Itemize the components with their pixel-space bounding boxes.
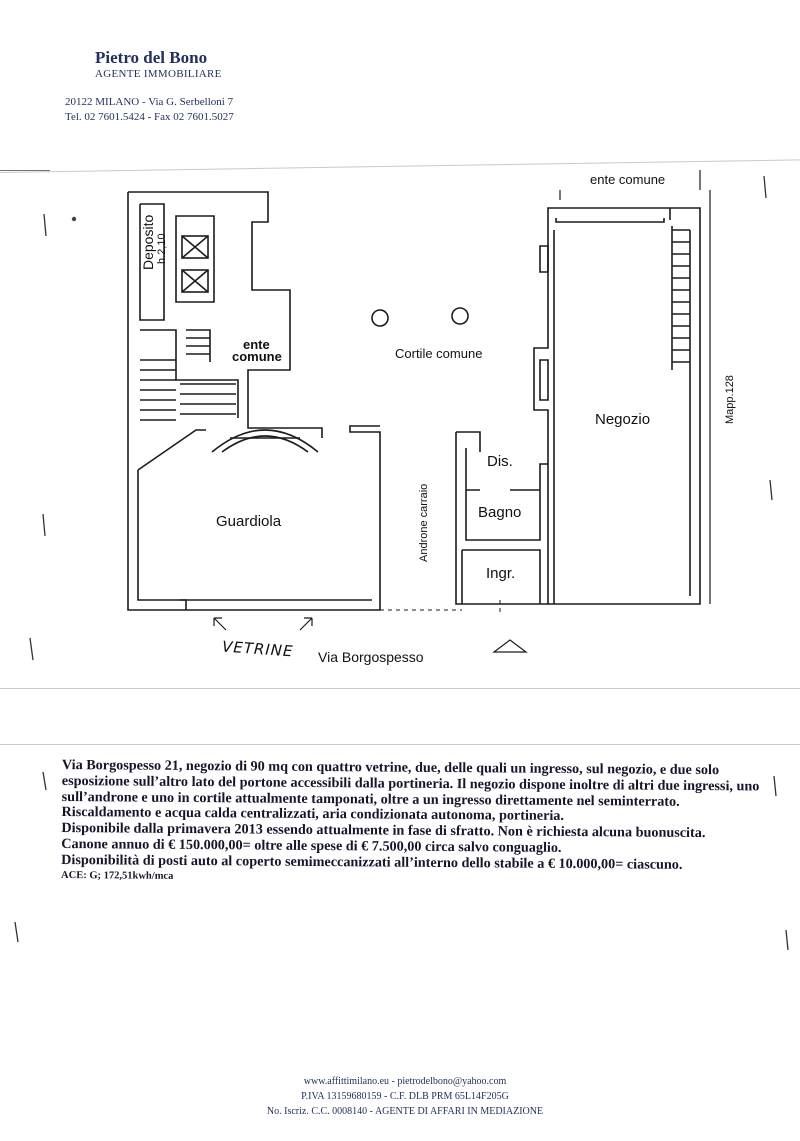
deposito-label: Deposito	[140, 214, 156, 270]
listing-paragraph-description: Via Borgospesso 21, negozio di 90 mq con quattro vetrine, due, delle quali un ingresso, sul negozio, e due solo esposizione sull’altro lato del portone accessibili dalla portineria. Il negozio dispone inoltre di altri due ingressi, uno sull’androne e uno in cortile attualmente tamponati, oltre a un ingresso direttamente nel seminterrato. Riscaldamento e acqua calda centralizzati, aria condizionata autonoma, portineria.	[61, 757, 760, 825]
floor-plan-drawing	[0, 170, 800, 690]
ente-comune-left-label-1: ente	[243, 337, 270, 352]
ente-comune-top-label: ente comune	[590, 172, 666, 187]
staple-left-bottom	[15, 922, 18, 942]
mapp-label: Mapp.128	[724, 375, 736, 424]
guardiola-label: Guardiola	[216, 513, 282, 530]
listing-paragraph-availability: Disponibile dalla primavera 2013 essendo attualmente in fase di sfratto. Non è richiesta alcuna buonuscita.	[61, 820, 706, 842]
ingr-label: Ingr.	[486, 565, 516, 582]
agent-role: AGENTE IMMOBILIARE	[95, 68, 222, 80]
street-label: Via Borgospesso	[318, 649, 424, 665]
listing-paragraph-parking: Disponibilità di posti auto al coperto semimeccanizzati all’interno dello stabile a € 10.000,00= ciascuno.	[61, 851, 683, 873]
androne-label: Androne carraio	[418, 483, 430, 562]
agent-name: Pietro del Bono	[95, 48, 208, 67]
listing-paragraph-rent: Canone annuo di € 150.000,00= oltre alle spese di € 7.500,00 circa salvo conguaglio.	[61, 835, 562, 856]
sheet-edge-middle-2	[0, 744, 800, 745]
footer-web: www.affittimilano.eu - pietrodelbono@yahoo.com	[303, 1076, 507, 1087]
dis-label: Dis.	[487, 453, 513, 470]
footer-vat: P.IVA 13159680159 - C.F. DLB PRM 65L14F205G	[301, 1091, 509, 1102]
listing-energy-rating: ACE: G; 172,51kwh/mca	[61, 869, 174, 882]
staple-left-text	[43, 772, 46, 790]
agency-header	[0, 0, 800, 170]
staple-right-bottom	[786, 930, 788, 950]
negozio-label: Negozio	[595, 411, 651, 428]
vetrine-label: VETRINE	[221, 637, 295, 661]
agent-address: 20122 MILANO - Via G. Serbelloni 7	[65, 96, 234, 108]
cortile-label: Cortile comune	[395, 346, 483, 361]
bagno-label: Bagno	[478, 504, 522, 521]
staple-right-text	[774, 776, 776, 796]
footer-registry: No. Iscriz. C.C. 0008140 - AGENTE DI AFFARI IN MEDIAZIONE	[266, 1106, 544, 1117]
deposito-height-label: h.2,10	[156, 233, 168, 264]
ente-comune-left-label-2: comune	[232, 349, 282, 364]
agency-footer	[0, 1074, 800, 1119]
floor-plan	[0, 170, 800, 690]
listing-description	[61, 758, 762, 888]
agent-phone: Tel. 02 7601.5424 - Fax 02 7601.5027	[65, 111, 234, 123]
